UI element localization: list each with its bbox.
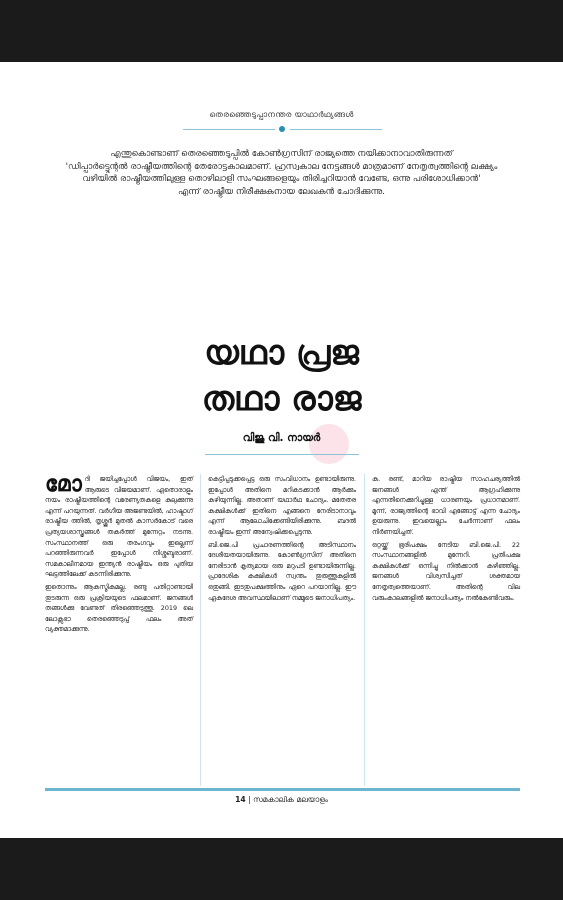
intro-line: വഴിയിൽ രാഷ്ട്രീയത്തിലുള്ള തൊഴിലാളി സംഘങ്ങളെയും തിരിച്ചറിയാൻ വേണ്ടേ, ഒന്നു പരിശോധിക്കാൻ' <box>82 174 481 185</box>
footer-separator: | <box>248 795 254 804</box>
article-headline <box>0 330 563 422</box>
kicker-rule-left <box>183 129 275 130</box>
paragraph-text: ദി ജയിച്ചപ്പോൾ വിജയം, ഇത് ആരുടെ വിജയമാണ്. ഏതൊരാളും നയം രാഷ്ട്രീയത്തിന്റെ വരേണ്യതകളെ കുലുക്കുന്നു എന്ന് പറയുന്നത്. വർഗീയ അജണ്ടയിൽ, ഹാഷ്ടാഗ് രാഷ്ട്രീയ ത്തിൽ, തൃശ്ശൂർ മുതൽ കാസർകോട് വരെ പ്രത്യയശാസ്ത്രങ്ങൾ തകർത്ത് മുന്നേറ്റം നടന്നു. സംസ്ഥാനത്ത് ഒരു തരംഗവും ഇല്ലെന്ന് പറഞ്ഞിരുന്നവർ ഇപ്പോൾ നിശ്ശബ്ദരാണ്. സമകാലീനമായ ഇന്ത്യൻ രാഷ്ട്രീയം ഒരു പുതിയ ഘട്ടത്തിലേക്ക് കടന്നിരിക്കുന്നു. <box>45 475 193 579</box>
intro-line: 'ഡിപ്പാർട്ട്മെന്റൽ രാഷ്ട്രീയത്തിന്റെ തേരോട്ടകാലമാണ്. ഹ്രസ്വകാല നേട്ടങ്ങൾ മാത്രമാണ് നേതൃത്വത്തിന്റെ ലക്ഷ്യം <box>65 161 498 172</box>
paragraph: ഇതൊന്നും ആകസ്മികമല്ല. രണ്ടു പതിറ്റാണ്ടായി തുടരുന്ന ഒരു പ്രക്രിയയുടെ ഫലമാണ്. ജനങ്ങൾ തങ്ങൾക്കു വേണ്ടത് തിരഞ്ഞെടുത്തു. 2019 ലെ ലോക്സഭാ തെരഞ്ഞെടുപ്പ് ഫലം അത് വ്യക്തമാക്കുന്നു. <box>45 582 193 634</box>
headline-line-2: തഥാ രാജ <box>201 379 362 419</box>
article-column-3 <box>372 474 520 605</box>
column-divider <box>200 474 201 786</box>
column-divider <box>364 474 365 786</box>
byline-rule <box>205 454 359 455</box>
intro-line: എന്ന് രാഷ്ട്രീയ നിരീക്ഷകനായ ലേഖകൻ ചോദിക്കുന്നു. <box>177 186 386 197</box>
magazine-page <box>0 62 563 838</box>
kicker-dot <box>279 126 285 132</box>
section-kicker: തെരഞ്ഞെടുപ്പാനന്തര യാഥാർഥ്യങ്ങൾ <box>209 110 354 119</box>
paragraph <box>45 474 193 580</box>
paragraph: കെട്ടിപ്പടുക്കപ്പെട്ട ഒരു സംവിധാനം ഉണ്ടായിരുന്നു. ഇപ്പോൾ അതിനെ മറികടക്കാൻ ആർക്കും കഴിയുന്നില്ല. അതാണ് യഥാർഥ ചോദ്യം. മതേതര കക്ഷികൾക്ക് ഇതിനെ എങ്ങനെ നേരിടാനാവും എന്ന് ആലോചിക്കേണ്ടിയിരിക്കുന്നു. ബദൽ രാഷ്ട്രീയം ഇന്ന് അന്വേഷിക്കപ്പെടുന്നു. <box>208 475 356 536</box>
article-column-1 <box>45 474 193 637</box>
paragraph: ക. രണ്ട്, മാറിയ രാഷ്ട്രീയ സാഹചര്യത്തിൽ ജനങ്ങൾ എന്ത് ആഗ്രഹിക്കുന്നു എന്നതിനെക്കുറിച്ചുള്ള ധാരണയും പ്രധാനമാണ്. മൂന്ന്, രാജ്യത്തിന്റെ ഭാവി എങ്ങോട്ട് എന്ന ചോദ്യം ഉയരുന്നു. ഇവയെല്ലാം ചേർന്നാണ് ഫലം നിർണയിച്ചത്. <box>372 475 520 536</box>
kicker-rule-right <box>290 129 382 130</box>
paragraph: ഒറ്റയ്ക്ക് ഭൂരിപക്ഷം നേടിയ ബി.ജെ.പി. 22 സംസ്ഥാനങ്ങളിൽ മുന്നേറി. പ്രതിപക്ഷ കക്ഷികൾക്ക് ഒന്നിച്ചു നിൽക്കാൻ കഴിഞ്ഞില്ല. ജനങ്ങൾ വിശ്വസിച്ചത് ശക്തമായ നേതൃത്വത്തെയാണ്. അതിന്റെ വില വരുംകാലങ്ങളിൽ ജനാധിപത്യം നൽകേണ്ടിവരും. <box>372 540 520 602</box>
page-number: 14 <box>235 795 246 804</box>
page-footer <box>0 795 563 805</box>
paragraph: ബി.ജെ.പി പ്രചാരണത്തിന്റെ അടിസ്ഥാനം ദേശീയതയായിരുന്നു. കോൺഗ്രസിന് അതിനെ നേരിടാൻ കൃത്യമായ ഒരു മറുപടി ഉണ്ടായിരുന്നില്ല. പ്രാദേശിക കക്ഷികൾ സ്വന്തം തുരുത്തുകളിൽ ഒതുങ്ങി. ഇടതുപക്ഷത്തിനും ഏറെ പറയാനില്ല. ഈ ഏകദേശ അവസ്ഥയിലാണ് നമ്മുടെ ജനാധിപത്യം. <box>208 540 356 602</box>
article-column-2 <box>208 474 356 605</box>
headline-line-1: യഥാ പ്രജ <box>204 333 359 373</box>
drop-cap: മോ <box>45 472 82 497</box>
footer-rule <box>45 788 520 791</box>
byline: വിജു വി. നായർ <box>242 432 321 444</box>
intro-standfirst <box>60 148 503 198</box>
intro-line: എന്തുകൊണ്ടാണ് തെരഞ്ഞെടുപ്പിൽ കോൺഗ്രസിന് രാജ്യത്തെ നയിക്കാനാവാതിരുന്നത് <box>110 149 453 159</box>
publication-name: സമകാലിക മലയാളം <box>253 795 328 804</box>
